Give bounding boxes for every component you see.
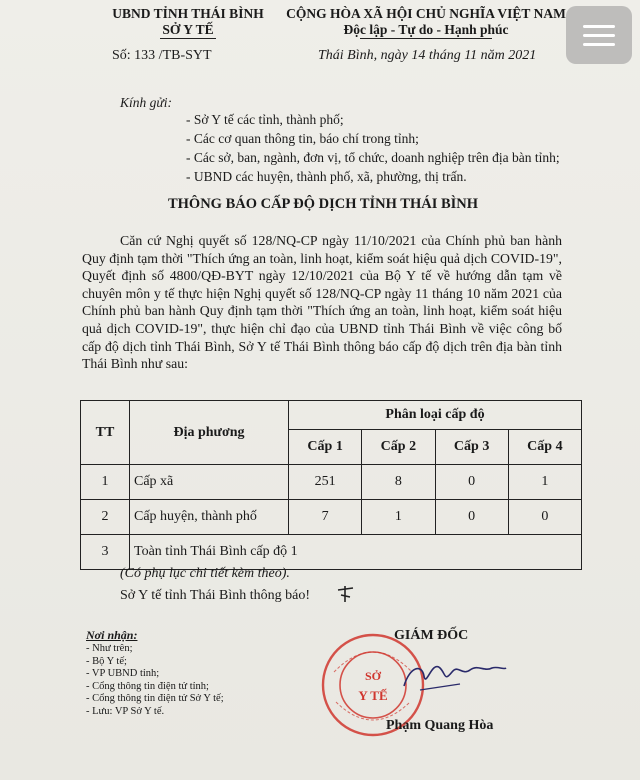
document-date: Thái Bình, ngày 14 tháng 11 năm 2021 xyxy=(318,48,537,63)
header-level-1: Cấp 1 xyxy=(289,430,362,465)
cell-value: 0 xyxy=(435,500,508,535)
header-level-3: Cấp 3 xyxy=(435,430,508,465)
cell-value: 251 xyxy=(289,465,362,500)
cell-summary: Toàn tỉnh Thái Bình cấp độ 1 xyxy=(130,535,582,570)
menu-icon-line xyxy=(583,43,615,46)
distribution-item: - Bộ Y tế; xyxy=(86,655,127,667)
handwritten-signature-icon xyxy=(400,646,510,702)
cell-value: 1 xyxy=(362,500,435,535)
cell-value: 8 xyxy=(362,465,435,500)
recipient-item: - UBND các huyện, thành phố, xã, phường, thị trấn. xyxy=(186,169,467,184)
cell-place: Cấp xã xyxy=(130,465,289,500)
distribution-list xyxy=(86,643,224,718)
distribution-label: Nơi nhận: xyxy=(86,628,138,642)
recipient-item: - Các sở, ban, ngành, đơn vị, tổ chức, doanh nghiệp trên địa bàn tỉnh; xyxy=(186,150,560,165)
menu-button[interactable] xyxy=(566,6,632,64)
motto-underline xyxy=(360,38,492,39)
agency-underline xyxy=(160,38,216,39)
notice-title: THÔNG BÁO CẤP ĐỘ DỊCH TỈNH THÁI BÌNH xyxy=(167,196,479,212)
cell-value: 7 xyxy=(289,500,362,535)
cell-value: 0 xyxy=(508,500,581,535)
table-row xyxy=(81,500,582,535)
header-place: Địa phương xyxy=(130,401,289,465)
recipients-label: Kính gửi: xyxy=(120,95,172,110)
menu-icon-line xyxy=(583,34,615,37)
national-motto: Độc lập - Tự do - Hạnh phúc xyxy=(343,22,509,37)
document-number: Số: 133 /TB-SYT xyxy=(112,48,212,63)
recipient-item: - Các cơ quan thông tin, báo chí trong tỉnh; xyxy=(186,131,419,146)
stamp-text-2: Y TẾ xyxy=(358,688,388,703)
header-tt: TT xyxy=(81,401,130,465)
agency-name: SỞ Y TẾ xyxy=(162,22,214,37)
appendix-note: (Có phụ lục chi tiết kèm theo). xyxy=(120,566,290,581)
epidemic-level-table xyxy=(80,400,582,570)
initials-mark-icon xyxy=(336,584,356,606)
body-paragraph: Căn cứ Nghị quyết số 128/NQ-CP ngày 11/10/2021 của Chính phủ ban hành Quy định tạm thời "Thích ứng an toàn, linh hoạt, kiểm soát hiệu quả dịch COVID-19", Quyết định số 4800/QĐ-BYT ngày 12/10/2021 của Bộ Y tế về hướng dẫn tạm về chuyên môn y tế thực hiện Nghị quyết số 128/NQ-CP ngày 11 tháng 10 năm 2021 của Chính phủ ban hành Quy định tạm thời "Thích ứng an toàn, linh hoạt, kiểm soát hiệu quả dịch COVID-19", thực hiện chỉ đạo của UBND tỉnh Thái Bình về việc công bố cấp độ dịch tỉnh Thái Bình, Sở Y tế Thái Bình thông báo cấp độ dịch trên địa bàn tỉnh Thái Bình như sau: xyxy=(82,233,562,372)
header-level-4: Cấp 4 xyxy=(508,430,581,465)
stamp-text-1: SỞ xyxy=(364,669,382,683)
distribution-item: - Lưu: VP Sở Y tế. xyxy=(86,705,165,717)
distribution-item: - Cổng thông tin điện tử Sở Y tế; xyxy=(86,693,224,704)
cell-place: Cấp huyện, thành phố xyxy=(130,500,289,535)
cell-value: 1 xyxy=(508,465,581,500)
cell-tt: 3 xyxy=(81,535,130,570)
menu-icon xyxy=(583,25,615,28)
header-classification: Phân loại cấp độ xyxy=(289,401,582,430)
closing-statement: Sở Y tế tỉnh Thái Bình thông báo! xyxy=(120,588,311,603)
distribution-item: - Như trên; xyxy=(86,643,133,654)
distribution-item: - VP UBND tỉnh; xyxy=(86,668,160,679)
recipients-list xyxy=(186,110,560,186)
table-row xyxy=(81,465,582,500)
recipient-item: - Sở Y tế các tỉnh, thành phố; xyxy=(186,112,344,127)
country-name: CỘNG HÒA XÃ HỘI CHỦ NGHĨA VIỆT NAM xyxy=(286,6,566,21)
cell-tt: 2 xyxy=(81,500,130,535)
distribution-item: - Cổng thông tin điện tử tỉnh; xyxy=(86,680,209,692)
signer-name: Phạm Quang Hòa xyxy=(386,718,494,733)
cell-tt: 1 xyxy=(81,465,130,500)
cell-value: 0 xyxy=(435,465,508,500)
table-row xyxy=(81,535,582,570)
header-level-2: Cấp 2 xyxy=(362,430,435,465)
agency-parent: UBND TỈNH THÁI BÌNH xyxy=(112,6,264,21)
signer-position: GIÁM ĐỐC xyxy=(394,628,469,643)
